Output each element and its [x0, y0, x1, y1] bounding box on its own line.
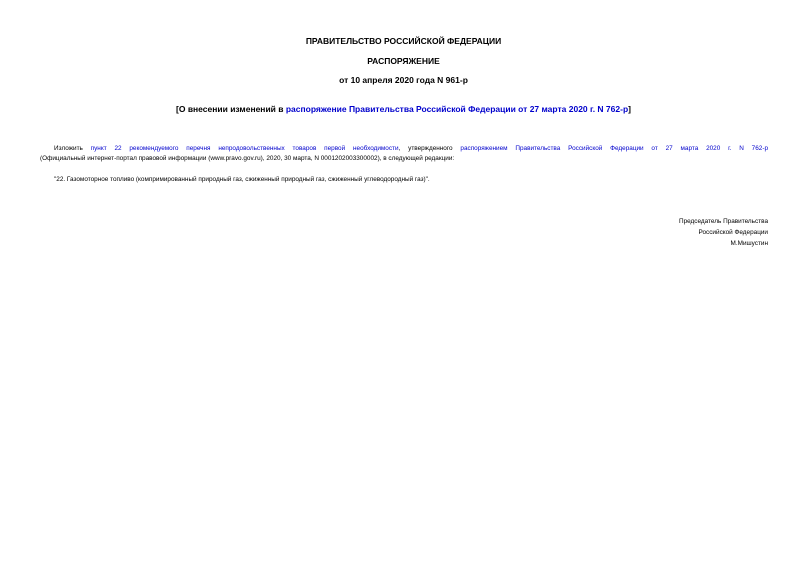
document-subject: [0, 104, 807, 115]
signature-name: М.Мишустин: [730, 240, 768, 247]
signature-position: Председатель Правительства: [679, 218, 768, 225]
amended-order-link[interactable]: распоряжение Правительства Российской Федерации от 27 марта 2020 г. N 762-р: [285, 104, 629, 114]
order-762-link[interactable]: распоряжением Правительства Российской Федерации от 27 марта 2020 г. N 762-р: [460, 145, 769, 152]
document-date-number: от 10 апреля 2020 года N 961-р: [339, 75, 468, 85]
subject-prefix: О внесении изменений в: [178, 104, 286, 114]
signature-country: Российской Федерации: [698, 229, 768, 236]
government-title: ПРАВИТЕЛЬСТВО РОССИЙСКОЙ ФЕДЕРАЦИИ: [305, 36, 502, 46]
document-type: РАСПОРЯЖЕНИЕ: [367, 56, 440, 66]
paragraph-1-middle: , утвержденного: [398, 145, 461, 152]
paragraph-1-lead: Изложить: [54, 145, 91, 152]
subject-close-bracket: ]: [628, 104, 631, 114]
paragraph-1-line-1: [40, 144, 768, 154]
paragraph-2: "22. Газомоторное топливо (компримированный природный газ, сжиженный природный газ, сжиженный углеводородный газ)".: [54, 176, 430, 183]
item-22-link[interactable]: пункт 22 рекомендуемого перечня непродовольственных товаров первой необходимости: [90, 145, 399, 152]
subject-open-bracket: [: [176, 104, 179, 114]
paragraph-1-line-2: (Официальный интернет-портал правовой информации (www.pravo.gov.ru), 2020, 30 марта, N 0001202003300002), в следующей редакции:: [40, 155, 455, 162]
